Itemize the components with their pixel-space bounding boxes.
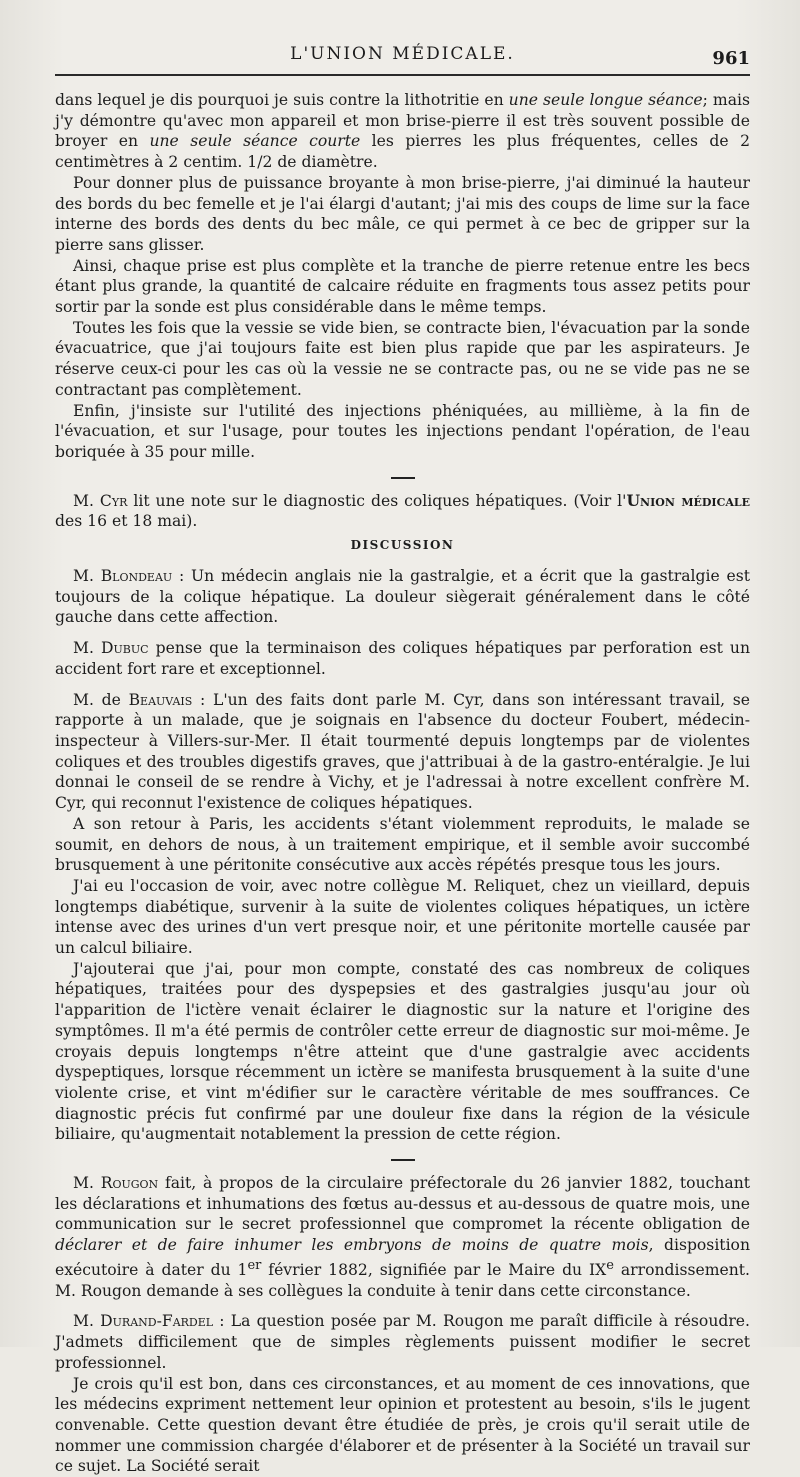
paragraph: Pour donner plus de puissance broyante à mon brise-pierre, j'ai diminué la hauteur des bords du bec femelle et je l'ai élargi d'autant; j'ai mis des coups de lime sur la face interne des bords des dents du bec mâle, ce qui permet à ce bec de gripper sur la pierre sans glisser. [55, 173, 750, 254]
discussion-title: DISCUSSION [350, 538, 455, 553]
running-title: L'UNION MÉDICALE. [290, 44, 515, 64]
paragraph-beauvais: M. de Beauvais : L'un des faits dont parle M. Cyr, dans son intéressant travail, se rapporte à un malade, que je soignais en l'absence du docteur Foubert, médecin-inspecteur à Villers-sur-Mer. Il était tourmenté depuis longtemps par de violentes coliques et des troubles digestifs graves, que j'attribuai à de la gastro-entéralgie. Je lui donnai le conseil de se rendre à Vichy, et je l'adressai à notre excellent confrère M. Cyr, qui reconnut l'existence de coliques hépatiques. [55, 690, 750, 813]
page-number: 961 [712, 48, 750, 69]
section-dash [391, 477, 415, 479]
paragraph-blondeau: M. Blondeau : Un médecin anglais nie la gastralgie, et a écrit que la gastralgie est toujours de la colique hépatique. La douleur siègerait généralement dans le côté gauche dans cette affection. [55, 567, 750, 627]
paragraph: dans lequel je dis pourquoi je suis contre la lithotritie en une seule longue séance; mais j'y démontre qu'avec mon appareil et mon brise-pierre il est très souvent possible de broyer en une seule séance courte les pierres les plus fréquentes, celles de 2 centimètres à 2 centim. 1/2 de diamètre. [55, 91, 750, 172]
paragraph: J'ajouterai que j'ai, pour mon compte, constaté des cas nombreux de coliques hépatiques, traitées pour des dyspepsies et des gastralgies jusqu'au jour où l'apparition de l'ictère venait éclairer le diagnostic sur la nature et l'origine des symptômes. Il m'a été permis de contrôler cette erreur de diagnostic sur moi-même. Je croyais depuis longtemps n'être atteint que d'une gastralgie avec accidents dyspeptiques, lorsque récemment un ictère se manifesta brusquement à la suite d'une violente crise, et vint m'édifier sur le caractère véritable de mes souffrances. Ce diagnostic précis fut confirmé par une douleur fixe dans la région de la vésicule biliaire, qu'augmentait notablement la pression de cette région. [55, 959, 750, 1144]
page-header [55, 40, 750, 74]
header-rule [55, 74, 750, 76]
section-dash [391, 1159, 415, 1161]
paragraph-dubuc: M. Dubuc pense que la terminaison des coliques hépatiques par perforation est un accident fort rare et exceptionnel. [55, 639, 750, 678]
paragraph-cyr: M. Cyr lit une note sur le diagnostic des coliques hépatiques. (Voir l'Union médicale des 16 et 18 mai). [55, 490, 750, 531]
paragraph: Enfin, j'insiste sur l'utilité des injections phéniquées, au millième, à la fin de l'évacuation, et sur l'usage, pour toutes les injections pendant l'opération, de l'eau boriquée à 35 pour mille. [55, 401, 750, 461]
paragraph: Ainsi, chaque prise est plus complète et la tranche de pierre retenue entre les becs étant plus grande, la quantité de calcaire réduite en fragments tous assez petits pour sortir par la sonde est plus considérable dans le même temps. [55, 256, 750, 317]
paragraph-durand-fardel: M. Durand-Fardel : La question posée par M. Rougon me paraît difficile à résoudre. J'admets difficilement que de simples règlements puissent modifier le secret professionnel. [55, 1312, 750, 1372]
paragraph: Je crois qu'il est bon, dans ces circonstances, et au moment de ces innovations, que les médecins expriment nettement leur opinion et protestent au besoin, s'ils le jugent convenable. Cette question devant être étudiée de près, je crois qu'il serait utile de nommer une commission chargée d'élaborer et de présenter à la Société un travail sur ce sujet. La Société serait [55, 1374, 750, 1476]
paragraph-rougon: M. Rougon fait, à propos de la circulaire préfectorale du 26 janvier 1882, touchant les déclarations et inhumations des fœtus au-dessus et au-dessous de quatre mois, une communication sur le secret professionnel que compromet la récente obligation de déclarer et de faire inhumer les embryons de moins de quatre mois, disposition exécutoire à dater du 1er février 1882, signifiée par le Maire du IXe arrondissement. M. Rougon demande à ses collègues la conduite à tenir dans cette circonstance. [55, 1174, 750, 1300]
paragraph: J'ai eu l'occasion de voir, avec notre collègue M. Reliquet, chez un vieillard, depuis longtemps diabétique, survenir à la suite de violentes coliques hépatiques, un ictère intense avec des urines d'un vert presque noir, et une péritonite mortelle causée par un calcul biliaire. [55, 876, 750, 958]
paragraph: A son retour à Paris, les accidents s'étant violemment reproduits, le malade se soumit, en dehors de nous, à un traitement empirique, et il semble avoir succombé brusquement à une péritonite consécutive aux accès répétés presque tous les jours. [55, 814, 750, 875]
paragraph: Toutes les fois que la vessie se vide bien, se contracte bien, l'évacuation par la sonde évacuatrice, que j'ai toujours faite est bien plus rapide que par les aspirateurs. Je réserve ceux-ci pour les cas où la vessie ne se contracte pas, ou ne se vide pas ne se contractant pas complètement. [55, 318, 750, 399]
